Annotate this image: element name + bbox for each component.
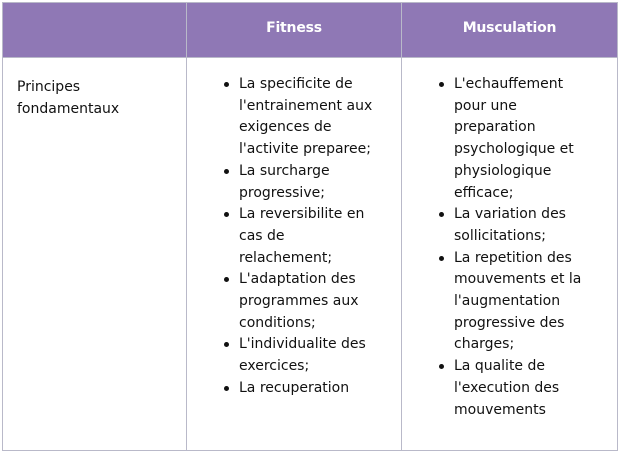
fitness-cell bbox=[187, 58, 402, 451]
header-musculation: Musculation bbox=[402, 3, 618, 58]
musculation-list bbox=[402, 58, 617, 421]
header-fitness: Fitness bbox=[187, 3, 402, 58]
list-item: L'echauffement pour une preparation psychologique et physiologique efficace; bbox=[454, 74, 579, 204]
list-item: La repetition des mouvements et la l'augmentation progressive des charges; bbox=[454, 248, 594, 357]
list-item: La qualite de l'execution des mouvements bbox=[454, 356, 579, 421]
list-item: La specificite de l'entrainement aux exigences de l'activite preparee; bbox=[239, 74, 379, 161]
musculation-cell bbox=[402, 58, 618, 451]
list-item: L'individualite des exercices; bbox=[239, 334, 369, 377]
table-row bbox=[3, 58, 618, 451]
list-item: L'adaptation des programmes aux conditions; bbox=[239, 269, 369, 334]
header-row bbox=[3, 3, 618, 58]
list-item: La reversibilite en cas de relachement; bbox=[239, 204, 379, 269]
row-label-principes: Principes fondamentaux bbox=[3, 58, 187, 451]
list-item: La variation des sollicitations; bbox=[454, 204, 579, 247]
fitness-list bbox=[187, 58, 401, 400]
comparison-table bbox=[2, 2, 618, 451]
list-item: La recuperation bbox=[239, 378, 379, 400]
header-corner-cell bbox=[3, 3, 187, 58]
list-item: La surcharge progressive; bbox=[239, 161, 359, 204]
